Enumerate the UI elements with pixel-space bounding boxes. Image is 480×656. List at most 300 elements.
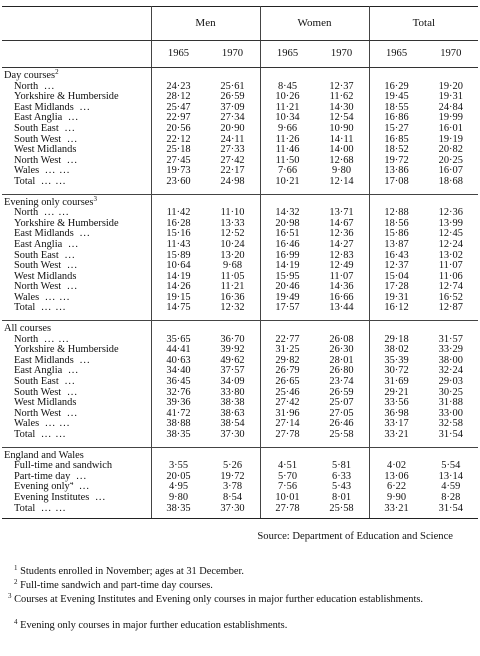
table-cell: 27·42 xyxy=(220,154,245,166)
row-label xyxy=(2,261,151,272)
table-cell: 27·34 xyxy=(220,112,245,124)
table-cell: 32·24 xyxy=(438,365,463,377)
table-cell: 19·49 xyxy=(260,293,315,304)
empty-cell xyxy=(315,447,370,461)
row-label-text: West Midlands xyxy=(14,398,77,409)
table-cell: 10·90 xyxy=(329,122,354,134)
table-cell: 19·20 xyxy=(438,80,463,92)
table-cell: 12·74 xyxy=(438,281,463,293)
section-header-row xyxy=(2,447,478,461)
table-cell: 15·86 xyxy=(369,229,424,240)
footnote-text: Full-time sandwich and part-time day courses. xyxy=(20,580,213,591)
group-header-women: Women xyxy=(260,7,369,41)
table-cell: 11·43 xyxy=(151,240,206,251)
row-label-text: North xyxy=(14,208,39,219)
table-cell: 9·80 xyxy=(332,165,352,177)
table-cell: 14·00 xyxy=(329,144,354,156)
table-cell: 10·01 xyxy=(260,493,315,504)
leader-dots: ... ... xyxy=(41,503,67,514)
table-cell: 39·36 xyxy=(151,398,206,409)
stub-header xyxy=(2,7,151,41)
table-cell: 35·65 xyxy=(151,335,206,346)
year-header: 1965 xyxy=(151,41,206,68)
leader-dots: ... ... xyxy=(44,208,70,219)
section-title-text: Evening only courses xyxy=(4,196,94,208)
row-label-text: Full-time and sandwich xyxy=(14,461,113,472)
table-cell: 3·78 xyxy=(222,481,243,493)
table-cell: 25·47 xyxy=(151,103,206,114)
row-label xyxy=(2,303,151,320)
row-label xyxy=(2,409,151,420)
table-cell: 33·29 xyxy=(438,344,463,356)
table-cell: 11·21 xyxy=(260,103,315,114)
row-label-text: South East xyxy=(14,123,59,134)
row-label xyxy=(2,145,151,156)
empty-cell xyxy=(260,321,315,335)
table-cell: 23·74 xyxy=(329,376,354,388)
table-cell: 13·99 xyxy=(438,217,463,229)
row-label xyxy=(2,229,151,240)
section-title xyxy=(2,447,151,461)
table-cell: 20·98 xyxy=(260,219,315,230)
table-cell: 13·44 xyxy=(315,303,370,320)
table-cell: 13·20 xyxy=(220,249,245,261)
leader-dots: ... xyxy=(44,81,56,92)
table-row xyxy=(2,124,478,135)
row-label-text: Evening only xyxy=(14,482,70,493)
table-cell: 24·23 xyxy=(151,82,206,93)
table-cell: 16·51 xyxy=(260,229,315,240)
row-label xyxy=(2,219,151,230)
row-label-text: East Anglia xyxy=(14,113,63,124)
table-cell: 8·45 xyxy=(260,82,315,93)
row-label xyxy=(2,272,151,283)
leader-dots: ... xyxy=(67,155,78,166)
year-header: 1965 xyxy=(260,41,315,68)
empty-cell xyxy=(260,68,315,82)
empty-cell xyxy=(206,447,261,461)
table-cell: 6·22 xyxy=(369,482,424,493)
table-cell: 33·21 xyxy=(369,430,424,447)
table-cell: 11·46 xyxy=(260,145,315,156)
row-label-text: East Anglia xyxy=(14,366,63,377)
row-label-text: North West xyxy=(14,408,62,419)
table-cell: 10·21 xyxy=(260,177,315,194)
empty-cell xyxy=(260,194,315,208)
table-cell: 32·58 xyxy=(438,418,463,430)
leader-dots: ... ... xyxy=(45,419,71,430)
footnote-ref: 3 xyxy=(93,194,97,203)
table-cell: 36·45 xyxy=(151,377,206,388)
table-cell: 11·26 xyxy=(260,135,315,146)
table-cell: 19·99 xyxy=(438,112,463,124)
table-cell: 16·86 xyxy=(369,113,424,124)
table-cell: 30·72 xyxy=(369,366,424,377)
table-cell: 34·09 xyxy=(220,376,245,388)
row-label-text: South West xyxy=(14,134,62,145)
table-cell: 12·52 xyxy=(220,228,245,240)
table-cell: 16·07 xyxy=(438,165,463,177)
leader-dots: ... xyxy=(67,387,78,398)
table-row xyxy=(2,493,478,504)
footnote-4 xyxy=(14,620,480,632)
table-cell: 31·54 xyxy=(424,504,479,519)
row-label xyxy=(2,482,151,493)
empty-cell xyxy=(260,447,315,461)
empty-cell xyxy=(315,194,370,208)
table-cell: 12·49 xyxy=(329,260,354,272)
table-cell: 31·25 xyxy=(260,345,315,356)
row-label-text: East Midlands xyxy=(14,355,74,366)
row-label xyxy=(2,208,151,219)
table-cell: 12·32 xyxy=(206,303,261,320)
section-title-text: All courses xyxy=(4,323,52,335)
table-cell: 12·88 xyxy=(369,208,424,219)
table-cell: 13·06 xyxy=(369,472,424,483)
table-cell: 11·05 xyxy=(220,270,245,282)
row-label xyxy=(2,240,151,251)
leader-dots: ... xyxy=(64,123,76,134)
table-cell: 16·99 xyxy=(260,251,315,262)
footnote-1 xyxy=(14,566,480,578)
source-note: Source: Department of Education and Science xyxy=(257,531,453,542)
table-cell: 12·45 xyxy=(438,228,463,240)
table-cell: 20·56 xyxy=(151,124,206,135)
table-cell: 29·82 xyxy=(260,356,315,367)
table-cell: 20·82 xyxy=(438,144,463,156)
table-cell: 10·64 xyxy=(151,261,206,272)
table-cell: 38·02 xyxy=(369,345,424,356)
row-label xyxy=(2,493,151,504)
row-label-text: South East xyxy=(14,377,59,388)
row-label xyxy=(2,345,151,356)
table-cell: 9·80 xyxy=(151,493,206,504)
table-cell: 38·35 xyxy=(151,504,206,519)
leader-dots: ... xyxy=(68,239,79,250)
row-label-text: North West xyxy=(14,155,62,166)
row-label-text: South West xyxy=(14,387,62,398)
row-label xyxy=(2,103,151,114)
leader-dots: ... xyxy=(64,377,76,388)
group-header-total: Total xyxy=(369,7,478,41)
table-cell: 10·24 xyxy=(220,238,245,250)
table-cell: 26·59 xyxy=(220,91,245,103)
table-row xyxy=(2,504,478,519)
row-label xyxy=(2,82,151,93)
table-cell: 17·57 xyxy=(260,303,315,320)
row-label xyxy=(2,430,151,447)
leader-dots: ... ... xyxy=(41,430,67,440)
table-cell: 8·54 xyxy=(222,491,243,503)
table-header xyxy=(2,7,478,68)
table-cell: 3·55 xyxy=(151,461,206,472)
table-cell: 25·61 xyxy=(220,80,245,92)
table-cell: 25·07 xyxy=(329,397,354,409)
table-cell: 4·02 xyxy=(369,461,424,472)
table-cell: 18·56 xyxy=(369,219,424,230)
footnote-mark: 3 xyxy=(8,592,12,600)
table-cell: 36·70 xyxy=(220,333,245,345)
table-cell: 14·26 xyxy=(151,282,206,293)
table-cell: 25·46 xyxy=(260,388,315,399)
table-cell: 33·21 xyxy=(369,504,424,519)
section-title xyxy=(2,68,151,82)
table-cell: 12·54 xyxy=(329,112,354,124)
table-cell: 12·68 xyxy=(329,154,354,166)
table-cell: 19·72 xyxy=(220,470,245,482)
year-header: 1965 xyxy=(369,41,424,68)
section-header-row xyxy=(2,321,478,335)
table-cell: 29·21 xyxy=(369,388,424,399)
row-label-text: East Midlands xyxy=(14,102,74,113)
table-cell: 20·25 xyxy=(438,154,463,166)
table-cell: 6·33 xyxy=(332,470,352,482)
table-cell: 12·87 xyxy=(424,303,479,320)
footnote-ref: 4 xyxy=(69,482,74,488)
table-cell: 32·76 xyxy=(151,388,206,399)
table-cell: 16·29 xyxy=(369,82,424,93)
table-cell: 24·98 xyxy=(206,177,261,194)
table-cell: 11·42 xyxy=(151,208,206,219)
table-cell: 37·30 xyxy=(206,430,261,447)
table-cell: 12·14 xyxy=(315,177,370,194)
empty-cell xyxy=(206,194,261,208)
row-label-text: Wales xyxy=(14,166,40,177)
row-label-text: South East xyxy=(14,250,59,261)
table-cell: 11·50 xyxy=(260,156,315,167)
row-label-text: Part-time day xyxy=(14,471,71,482)
leader-dots: ... xyxy=(67,282,78,293)
footnote-mark: 1 xyxy=(14,564,18,572)
row-label-text: South West xyxy=(14,261,62,272)
table-cell: 12·36 xyxy=(438,207,463,219)
table-cell: 8·01 xyxy=(332,491,352,503)
table-cell: 14·67 xyxy=(329,217,354,229)
leader-dots: ... ... xyxy=(44,334,70,345)
leader-dots: ... xyxy=(79,355,91,366)
leader-dots: ... xyxy=(67,134,78,145)
table-cell: 19·15 xyxy=(151,293,206,304)
row-label-text: Yorkshire & Humberside xyxy=(14,345,119,356)
table-cell: 26·79 xyxy=(260,366,315,377)
table-cell: 15·04 xyxy=(369,272,424,283)
stub-header-years xyxy=(2,41,151,68)
table-cell: 16·01 xyxy=(438,122,463,134)
table-cell: 17·28 xyxy=(369,282,424,293)
table-cell: 28·01 xyxy=(329,354,354,366)
table-cell: 24·84 xyxy=(438,101,463,113)
table-cell: 16·66 xyxy=(329,291,354,303)
table-cell: 20·46 xyxy=(260,282,315,293)
table-cell: 36·98 xyxy=(369,409,424,420)
section-title-text: England and Wales xyxy=(4,449,84,461)
row-label-text: North West xyxy=(14,282,62,293)
empty-cell xyxy=(424,68,479,82)
section-title-text: Day courses xyxy=(4,70,56,81)
table-row xyxy=(2,303,478,320)
table-cell: 18·55 xyxy=(369,103,424,114)
empty-cell xyxy=(369,68,424,82)
leader-dots: ... xyxy=(79,229,91,240)
table-cell: 37·30 xyxy=(206,504,261,519)
leader-dots: ... xyxy=(68,113,79,124)
table-cell: 14·36 xyxy=(329,281,354,293)
table-cell: 13·33 xyxy=(220,217,245,229)
row-label xyxy=(2,472,151,483)
table-cell: 11·21 xyxy=(220,281,245,293)
table-cell: 39·92 xyxy=(220,344,245,356)
row-label xyxy=(2,124,151,135)
table-cell: 35·39 xyxy=(369,356,424,367)
table-cell: 7·66 xyxy=(260,166,315,177)
table-cell: 27·45 xyxy=(151,156,206,167)
leader-dots: ... xyxy=(79,482,90,493)
table-cell: 5·54 xyxy=(441,460,461,472)
table-cell: 27·33 xyxy=(220,144,245,156)
footnote-3 xyxy=(8,594,474,606)
leader-dots: ... xyxy=(79,102,91,113)
row-label-text: Total xyxy=(14,430,36,440)
row-label xyxy=(2,366,151,377)
table-cell: 19·45 xyxy=(369,92,424,103)
table-cell: 15·89 xyxy=(151,251,206,262)
table-cell: 22·12 xyxy=(151,135,206,146)
leader-dots: ... ... xyxy=(45,166,71,177)
row-label-text: Total xyxy=(14,503,36,514)
table-cell: 11·07 xyxy=(329,270,354,282)
leader-dots: ... xyxy=(68,366,79,377)
table-cell: 38·38 xyxy=(220,397,245,409)
table-cell: 22·17 xyxy=(220,165,245,177)
footnote-mark: 4 xyxy=(14,618,18,626)
footnote-text: Students enrolled in November; ages at 31 December. xyxy=(20,566,245,577)
table-cell: 19·31 xyxy=(369,293,424,304)
table-cell: 12·36 xyxy=(329,228,354,240)
table-cell: 17·08 xyxy=(369,177,424,194)
empty-cell xyxy=(315,321,370,335)
table-cell: 27·78 xyxy=(260,430,315,447)
table-cell: 26·08 xyxy=(329,333,354,345)
table-cell: 19·73 xyxy=(151,166,206,177)
table-cell: 12·37 xyxy=(369,261,424,272)
table-cell: 15·16 xyxy=(151,229,206,240)
table-cell: 28·12 xyxy=(151,92,206,103)
table-cell: 13·71 xyxy=(329,207,354,219)
row-label xyxy=(2,113,151,124)
row-label-text: Yorkshire & Humberside xyxy=(14,92,119,103)
row-label xyxy=(2,177,151,194)
table-cell: 14·19 xyxy=(151,272,206,283)
table-cell: 26·59 xyxy=(329,386,354,398)
table-cell: 4·59 xyxy=(441,481,461,493)
table-cell: 33·00 xyxy=(438,407,463,419)
empty-cell xyxy=(424,194,479,208)
table-cell: 22·77 xyxy=(260,335,315,346)
leader-dots: ... xyxy=(67,261,78,272)
table-cell: 12·83 xyxy=(329,249,354,261)
table-cell: 16·85 xyxy=(369,135,424,146)
table-cell: 49·62 xyxy=(220,354,245,366)
table-cell: 7·56 xyxy=(260,482,315,493)
enrolment-rates-table xyxy=(2,6,478,519)
leader-dots: ... xyxy=(76,471,88,482)
table-row xyxy=(2,240,478,251)
row-label xyxy=(2,504,151,519)
section-header-row xyxy=(2,194,478,208)
leader-dots: ... ... xyxy=(41,176,67,187)
table-cell: 27·42 xyxy=(260,398,315,409)
table-cell: 38·63 xyxy=(220,407,245,419)
table-cell: 33·17 xyxy=(369,419,424,430)
row-label xyxy=(2,335,151,346)
table-row xyxy=(2,177,478,194)
year-header: 1970 xyxy=(206,41,261,68)
row-label-text: East Midlands xyxy=(14,229,74,240)
table-cell: 33·56 xyxy=(369,398,424,409)
row-label xyxy=(2,398,151,409)
table-cell: 15·27 xyxy=(369,124,424,135)
empty-cell xyxy=(369,194,424,208)
table-body xyxy=(2,68,478,519)
table-cell: 19·72 xyxy=(369,156,424,167)
table-cell: 22·97 xyxy=(151,113,206,124)
table-cell: 31·57 xyxy=(438,333,463,345)
row-label-text: Yorkshire & Humberside xyxy=(14,218,119,229)
table-cell: 40·63 xyxy=(151,356,206,367)
table-cell: 20·05 xyxy=(151,472,206,483)
table-cell: 5·43 xyxy=(332,481,352,493)
row-label xyxy=(2,135,151,146)
table-cell: 41·72 xyxy=(151,409,206,420)
table-cell: 13·86 xyxy=(369,166,424,177)
table-cell: 4·95 xyxy=(151,482,206,493)
empty-cell xyxy=(315,68,370,82)
table-cell: 8·28 xyxy=(441,491,461,503)
table-cell: 34·40 xyxy=(151,366,206,377)
table-cell: 9·90 xyxy=(369,493,424,504)
group-header-men: Men xyxy=(151,7,260,41)
empty-cell xyxy=(151,321,206,335)
table-cell: 23·60 xyxy=(151,177,206,194)
empty-cell xyxy=(151,68,206,82)
table-cell: 29·03 xyxy=(438,376,463,388)
group-header-row xyxy=(2,7,478,41)
table-cell: 25·18 xyxy=(151,145,206,156)
footnote-text: Evening only courses in major further education establishments. xyxy=(20,620,288,631)
empty-cell xyxy=(206,321,261,335)
empty-cell xyxy=(424,321,479,335)
table-cell: 31·69 xyxy=(369,377,424,388)
row-label xyxy=(2,419,151,430)
table-cell: 31·96 xyxy=(260,409,315,420)
row-label xyxy=(2,166,151,177)
leader-dots: ... xyxy=(67,408,78,419)
year-header-row xyxy=(2,41,478,68)
row-label xyxy=(2,282,151,293)
table-cell: 14·30 xyxy=(329,101,354,113)
row-label xyxy=(2,156,151,167)
empty-cell xyxy=(369,321,424,335)
leader-dots: ... xyxy=(64,250,76,261)
row-label xyxy=(2,388,151,399)
table-cell: 12·37 xyxy=(329,80,354,92)
row-label-text: West Midlands xyxy=(14,145,77,156)
table-cell: 33·80 xyxy=(220,386,245,398)
footnote-ref: 2 xyxy=(55,68,59,76)
section-title xyxy=(2,194,151,208)
table-cell: 11·06 xyxy=(438,270,463,282)
empty-cell xyxy=(206,68,261,82)
